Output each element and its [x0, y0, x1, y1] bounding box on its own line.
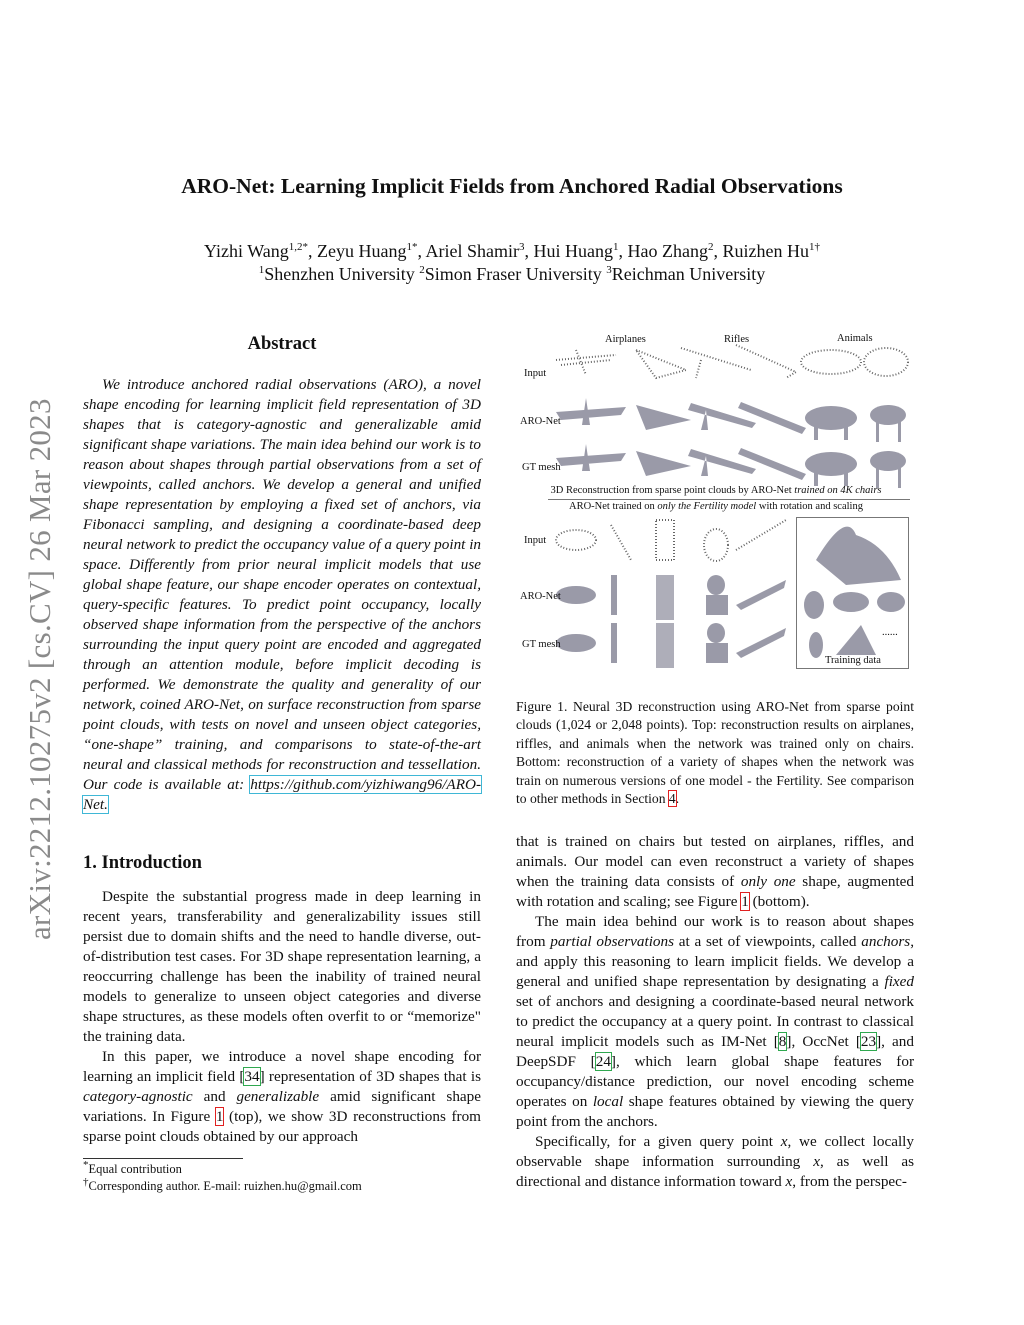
author-affiliation-mark: 1,2*	[288, 241, 308, 253]
footnote-text: Corresponding author. E-mail: ruizhen.hu@gmail.com	[88, 1179, 362, 1193]
author: Ariel Shamir	[425, 241, 519, 261]
footnote-mark: †	[83, 1175, 89, 1188]
cross-reference-link[interactable]: 4	[668, 791, 676, 807]
input-point-clouds	[556, 345, 908, 378]
figure-column-label: Animals	[837, 333, 873, 344]
text-run: only one	[740, 873, 796, 890]
text-run: and	[192, 1088, 237, 1105]
paragraph	[516, 1132, 914, 1192]
text-run: amid significant shape variations. In Figure	[83, 1088, 481, 1125]
citation-link[interactable]: 8	[778, 1033, 787, 1050]
text-run: shape features obtained by viewing the query point from the anchors.	[516, 1093, 914, 1130]
footnotes	[83, 1158, 362, 1195]
figure-row-label: GT mesh	[522, 639, 561, 650]
figure-column-label: Rifles	[724, 334, 750, 345]
more-ellipsis: ......	[882, 627, 898, 638]
text-run: .	[675, 791, 680, 807]
figure-row-label: ARO-Net	[520, 416, 561, 427]
text-run: contextual, query-specific	[83, 576, 481, 613]
text-run: amid significant shape variations. The main idea behind our work is to reason about shapes through partial observations from a set of viewpoints, called anchors. We develop a general and unified shape representation by employing a fixed set of anchors, via Fibonacci sampling, and designing a coordinate-based deep neural network to predict the occupancy value of a query point in space. Differently from prior neural implicit models that use global shape feature, our shape encoder operates on	[83, 416, 482, 593]
text-run: x	[813, 1153, 820, 1170]
paragraph	[516, 832, 914, 912]
footnote-divider	[83, 1158, 243, 1159]
footnote-text: Equal contribution	[88, 1162, 182, 1176]
author: Ruizhen Hu	[722, 241, 809, 261]
fertility-gt	[556, 623, 786, 668]
text-run: local	[592, 1093, 624, 1110]
text-run: Figure 1. Neural 3D reconstruction using ARO-Net from sparse point clouds (1,024 or 2,048 points). Top: reconstruction results on airplanes, riffles, and animals when the network was trained only on chairs. Bottom: reconstruction of a variety of shapes when the network was train on numerous versions of one model - the Fertility. See comparison to other methods in Section	[516, 698, 914, 807]
fertility-aro-net	[556, 575, 786, 620]
text-run: We introduce	[102, 376, 192, 393]
aro-net-reconstructions	[556, 398, 906, 442]
footnote-mark: *	[83, 1158, 89, 1171]
affiliation: Simon Fraser University	[424, 264, 602, 284]
paragraph	[516, 698, 914, 809]
top-shapes	[556, 345, 908, 488]
text-run: x	[780, 1133, 788, 1150]
text-run: x	[785, 1173, 793, 1190]
text-run: features. To predict point occupancy, locally observed shape information from the perspective of the anchors surrounding the input query point are encoded and aggregated through an attention module, before implicit decoding is performed. We demonstrate the quality and generality of our network, coined ARO-Net, on surface reconstruction from sparse point clouds, with tests on novel and unseen object categories, “one-shape” training, and comparisons to state-of-the-art neural and classical methods for reconstruction and tessellation. Our code is available at:	[83, 596, 481, 793]
paragraph	[83, 1047, 481, 1147]
text-run: generalizable	[355, 416, 451, 433]
text-run: category-agnostic	[196, 416, 320, 433]
text-run: generalizable	[236, 1088, 320, 1105]
text-run: Despite the substantial progress made in deep learning in recent years, transferability and generalizability issues still persist due to domain shifts and the need to handle diverse, out-of-distribution test cases. For 3D shape representation learning, a reoccurring challenge has been the inability of trained neural models to generalize to unseen object categories and diverse shape structures, as these models often overfit to or “memorize" the training data.	[83, 888, 481, 1045]
figure-row-label: ARO-Net	[520, 591, 561, 602]
training-data-box	[796, 517, 909, 669]
text-run: (ARO), a novel shape encoding for learning implicit field representation of 3D shapes that is	[83, 376, 482, 433]
code-link[interactable]: https://github.com/yizhiwang96/ARO-Net.	[83, 776, 481, 813]
cross-reference-link[interactable]: 1	[741, 893, 749, 910]
author: Zeyu Huang	[317, 241, 407, 261]
citation-link[interactable]: 23	[860, 1033, 877, 1050]
paragraph	[83, 375, 481, 815]
text-run: partial observations	[550, 933, 675, 950]
text-run: , as well as directional and distance information toward	[516, 1153, 914, 1190]
fertility-input-clouds	[556, 520, 786, 561]
text-run: that is trained on chairs but tested on airplanes, riffles, and animals. Our model can even reconstruct a variety of shapes when the training data consists of	[516, 833, 914, 890]
gt-meshes	[556, 444, 906, 488]
text-run: (bottom).	[748, 893, 810, 910]
text-run: fixed	[884, 973, 914, 990]
figure-column-label: Airplanes	[605, 334, 646, 345]
text-run: , and apply this reasoning to learn implicit fields. We develop a general and unified shape representation by designating a	[516, 933, 914, 990]
figure-caption	[516, 684, 914, 822]
author-list: Yizhi Wang$^{1,2*}$, Zeyu Huang$^{1*}$, Ariel Shamir$^3$, Hui Huang$^1$, Hao Zhang$^2$, Ruizhen $Hu^{1\dagger}$	[204, 241, 820, 261]
text-run: shape, augmented with rotation and scaling; see Figure	[516, 873, 915, 910]
affiliation-mark: 2	[419, 264, 425, 276]
introduction-body	[83, 887, 481, 1147]
affiliation-mark: 3	[606, 264, 612, 276]
text-run: category-agnostic	[83, 1088, 193, 1105]
arxiv-sidebar-stamp: arXiv:2212.10275v2 [cs.CV] 26 Mar 2023	[22, 398, 57, 940]
figure-divider	[548, 499, 910, 500]
introduction-continued	[516, 832, 914, 1192]
figure-bottom-subcaption	[516, 501, 916, 512]
affiliation: Reichman University	[611, 264, 766, 284]
text-run: and	[319, 416, 356, 433]
text-run: at a set of viewpoints, called	[674, 933, 862, 950]
text-run: set of anchors and designing a coordinate-based neural network to predict the occupancy at a query point. In contrast to classical neural implicit models such as IM-Net [	[516, 993, 914, 1050]
author: Yizhi Wang	[204, 241, 289, 261]
subcaption-text: 3D Reconstruction from sparse point clouds by ARO-Net	[550, 485, 795, 496]
author-affiliation-mark: 1*	[406, 241, 418, 253]
text-run: ], OccNet [	[786, 1033, 861, 1050]
author-affiliation-mark: 1	[612, 241, 619, 253]
figure-row-label: Input	[524, 535, 547, 546]
abstract-body	[83, 375, 481, 815]
abstract-heading: Abstract	[247, 334, 317, 354]
text-run: ], and DeepSDF [	[516, 1033, 914, 1070]
subcaption-emphasis: trained on 4K chairs	[794, 485, 882, 496]
paragraph	[83, 887, 481, 1047]
subcaption-emphasis: only the Fertility model	[657, 501, 757, 512]
footnote	[83, 1158, 362, 1178]
author: Hao Zhang	[627, 241, 708, 261]
text-run: , from the perspec-	[792, 1173, 907, 1190]
affiliation: Shenzhen University	[264, 264, 415, 284]
text-run: (top), we show 3D reconstructions from sparse point clouds obtained by our approach	[83, 1108, 481, 1145]
affiliation-mark: 1	[258, 264, 265, 276]
text-run: ], which learn global shape features for occupancy/distance prediction, our novel encoding scheme operates on	[516, 1053, 915, 1110]
text-run: Specifically, for a given query point	[535, 1133, 781, 1150]
training-data-label: Training data	[825, 655, 881, 666]
paragraph	[516, 912, 914, 1132]
author-block	[0, 240, 1024, 286]
citation-link[interactable]: 24	[595, 1053, 611, 1070]
author-affiliation-mark: 2	[707, 241, 714, 253]
subcaption-text: with rotation and scaling	[756, 501, 863, 512]
author-affiliation-mark: 3	[518, 241, 525, 253]
text-run: ] representation of 3D shapes that is	[259, 1068, 481, 1085]
figure-row-label: Input	[524, 368, 547, 379]
author: Hui Huang	[533, 241, 613, 261]
text-run: , we collect locally observable shape information surrounding	[516, 1133, 914, 1170]
text-run: anchors	[861, 933, 911, 950]
figure-row-label: GT mesh	[522, 462, 561, 473]
text-run: The main idea behind our work is to reason about shapes from	[516, 913, 914, 950]
paper-title: ARO-Net: Learning Implicit Fields from Anchored Radial Observations	[181, 174, 843, 198]
author-affiliation-mark: 1†	[808, 241, 820, 253]
affiliation-list	[0, 263, 1024, 286]
text-run: anchored radial observations	[191, 376, 384, 393]
citation-link[interactable]: 34	[244, 1068, 260, 1085]
subcaption-text: ARO-Net trained on	[569, 501, 658, 512]
text-run: In this paper, we introduce a novel shape encoding for learning an implicit field [	[83, 1048, 481, 1085]
cross-reference-link[interactable]: 1	[215, 1108, 224, 1125]
figure-top-subcaption	[516, 485, 916, 496]
footnote	[83, 1175, 362, 1195]
introduction-heading: 1. Introduction	[83, 853, 202, 873]
